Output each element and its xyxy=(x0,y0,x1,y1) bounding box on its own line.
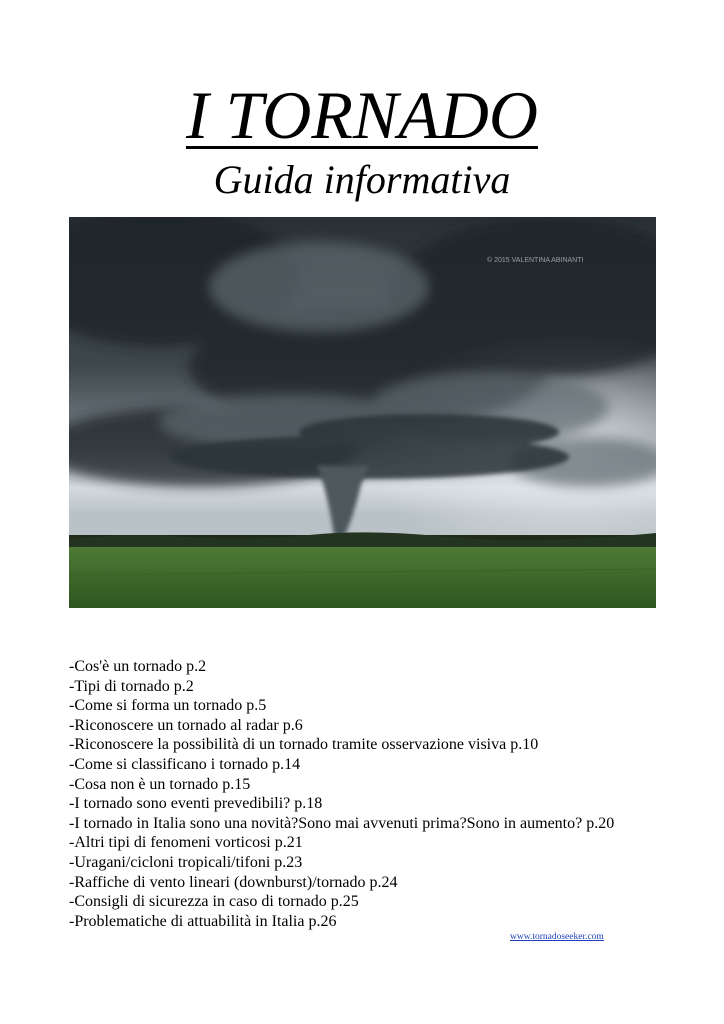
toc-item: -Come si classificano i tornado p.14 xyxy=(69,755,301,773)
toc-item: -Tipi di tornado p.2 xyxy=(69,677,194,695)
website-link[interactable]: www.tornadoseeker.com xyxy=(510,932,604,942)
toc-item: -Riconoscere la possibilità di un tornado tramite osservazione visiva p.10 xyxy=(69,736,539,754)
document-subtitle: Guida informativa xyxy=(213,157,511,202)
toc-item: -I tornado sono eventi prevedibili? p.18 xyxy=(69,795,323,813)
photo-watermark: © 2015 VALENTINA ABINANTI xyxy=(487,257,584,264)
tornado-photo xyxy=(69,217,656,608)
table-of-contents xyxy=(69,657,614,931)
toc-item: -Riconoscere un tornado al radar p.6 xyxy=(69,716,303,734)
toc-item: -Uragani/cicloni tropicali/tifoni p.23 xyxy=(69,853,303,871)
toc-item: -Cos'è un tornado p.2 xyxy=(69,658,207,675)
toc-item: -I tornado in Italia sono una novità?Sono mai avvenuti prima?Sono in aumento? p.20 xyxy=(69,814,615,832)
toc-item: -Raffiche di vento lineari (downburst)/tornado p.24 xyxy=(69,873,398,891)
toc-item: -Come si forma un tornado p.5 xyxy=(69,697,267,715)
document-title: I TORNADO xyxy=(186,77,538,153)
toc-item: -Consigli di sicurezza in caso di tornado p.25 xyxy=(69,893,359,911)
toc-item: -Altri tipi di fenomeni vorticosi p.21 xyxy=(69,834,303,852)
toc-item: -Problematiche di attuabilità in Italia p.26 xyxy=(69,912,337,930)
toc-item: -Cosa non è un tornado p.15 xyxy=(69,775,251,793)
